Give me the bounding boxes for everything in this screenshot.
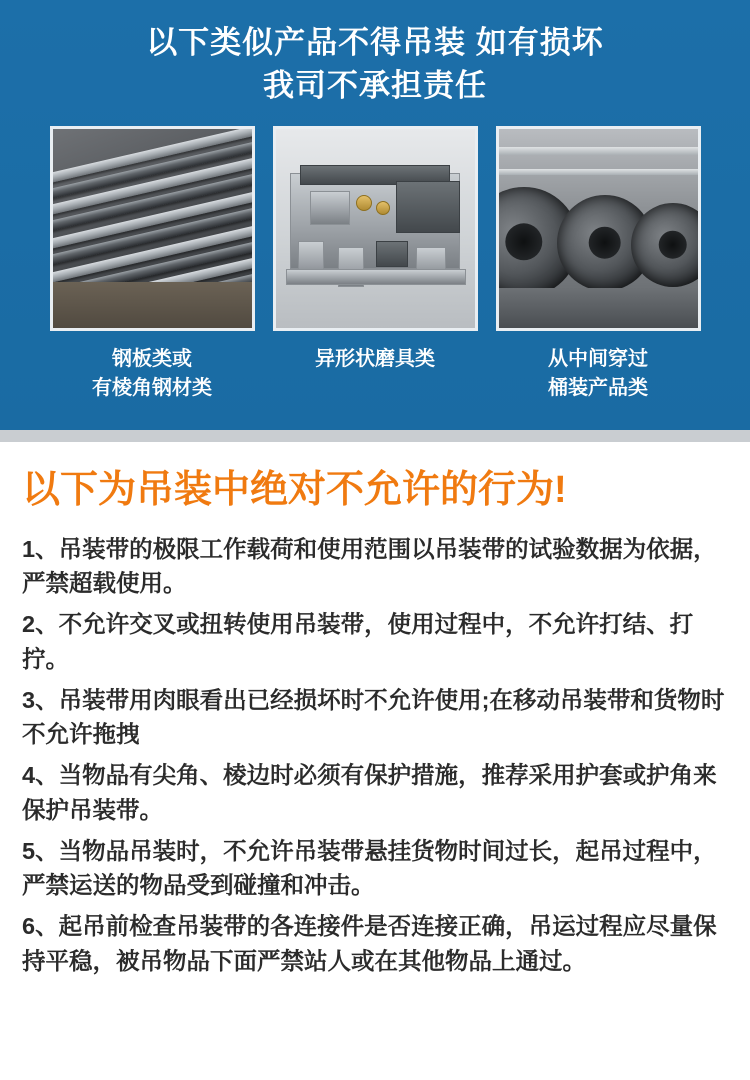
section-divider: [0, 430, 750, 442]
product-photo-cell-1: [50, 126, 255, 403]
steel-plate-stack-photo: [50, 126, 255, 331]
product-photo-cell-2: [273, 126, 478, 403]
product-caption-2-line1: 异形状磨具类: [315, 347, 435, 370]
rules-section: [0, 442, 750, 979]
metal-mould-photo: [273, 126, 478, 331]
steel-coil-photo: [496, 126, 701, 331]
product-caption-3-line2: 桶装产品类: [548, 376, 648, 399]
rule-item: 6、起吊前检查吊装带的各连接件是否连接正确，吊运过程应尽量保持平稳，被吊物品下面严禁站人或在其他物品上通过。: [22, 913, 717, 975]
warning-title-line1: 以下类似产品不得吊装 如有损坏: [146, 25, 604, 60]
warning-panel: [0, 0, 750, 430]
warning-title: [0, 22, 750, 108]
rule-item: 1、吊装带的极限工作载荷和使用范围以吊装带的试验数据为依据，严禁超载使用。: [22, 535, 717, 597]
rule-item: 5、当物品吊装时，不允许吊装带悬挂货物时间过长，起吊过程中，严禁运送的物品受到碰撞和冲击。: [22, 837, 717, 899]
rule-item: 3、吊装带用肉眼看出已经损坏时不允许使用;在移动吊装带和货物时不允许拖拽: [22, 686, 725, 748]
rule-item: 2、不允许交叉或扭转使用吊装带，使用过程中，不允许打结、打拧。: [22, 611, 694, 672]
product-caption-3: [496, 345, 701, 403]
product-caption-3-line1: 从中间穿过: [548, 347, 648, 370]
product-caption-2: [273, 345, 478, 374]
rules-list: [22, 532, 728, 979]
product-photo-cell-3: [496, 126, 701, 403]
product-caption-1-line2: 有棱角钢材类: [92, 376, 212, 399]
warning-title-line2: 我司不承担责任: [263, 67, 487, 103]
rules-heading: 以下为吊装中绝对不允许的行为!: [22, 469, 567, 511]
product-caption-1: [50, 345, 255, 403]
rule-item: 4、当物品有尖角、棱边时必须有保护措施，推荐采用护套或护角来保护吊装带。: [22, 762, 717, 823]
product-caption-1-line1: 钢板类或: [112, 347, 192, 370]
product-photo-row: [0, 126, 750, 403]
